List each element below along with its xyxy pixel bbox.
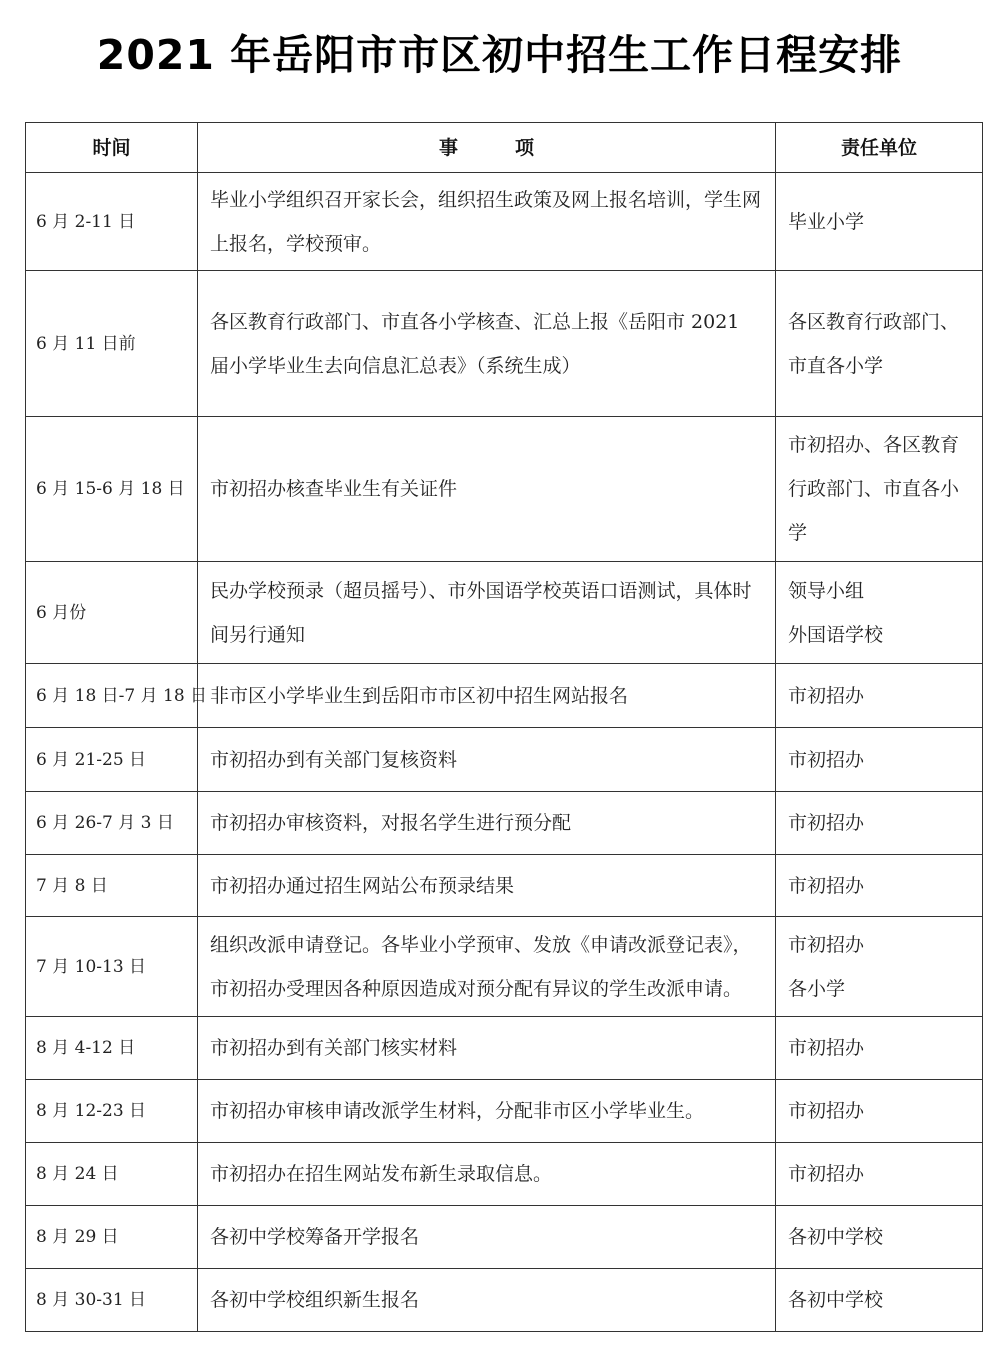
table-row	[26, 562, 983, 664]
table-row	[26, 1206, 983, 1269]
cell-unit: 毕业小学	[776, 173, 983, 271]
table-row	[26, 271, 983, 417]
header-item: 事 项	[198, 123, 776, 173]
table-row	[26, 728, 983, 792]
cell-item: 市初招办在招生网站发布新生录取信息。	[198, 1143, 776, 1206]
cell-item: 各初中学校筹备开学报名	[198, 1206, 776, 1269]
table-row	[26, 1269, 983, 1332]
page-title: 2021 年岳阳市市区初中招生工作日程安排	[96, 31, 903, 79]
cell-item: 民办学校预录（超员摇号）、市外国语学校英语口语测试，具体时间另行通知	[198, 562, 776, 664]
cell-unit: 市初招办	[776, 1143, 983, 1206]
cell-time: 6 月 21-25 日	[26, 728, 198, 792]
table-row	[26, 173, 983, 271]
cell-unit: 各初中学校	[776, 1206, 983, 1269]
cell-item: 市初招办通过招生网站公布预录结果	[198, 855, 776, 917]
cell-unit: 各区教育行政部门、市直各小学	[776, 271, 983, 417]
cell-unit: 市初招办 各小学	[776, 917, 983, 1017]
schedule-table	[25, 122, 983, 1332]
cell-time: 8 月 24 日	[26, 1143, 198, 1206]
cell-item: 毕业小学组织召开家长会，组织招生政策及网上报名培训，学生网上报名，学校预审。	[198, 173, 776, 271]
table-row	[26, 664, 983, 728]
cell-unit: 市初招办、各区教育行政部门、市直各小学	[776, 417, 983, 562]
cell-item: 市初招办审核资料，对报名学生进行预分配	[198, 792, 776, 855]
cell-unit: 市初招办	[776, 728, 983, 792]
table-row	[26, 792, 983, 855]
cell-unit: 市初招办	[776, 1080, 983, 1143]
cell-time: 8 月 4-12 日	[26, 1017, 198, 1080]
cell-item: 市初招办审核申请改派学生材料，分配非市区小学毕业生。	[198, 1080, 776, 1143]
cell-unit: 各初中学校	[776, 1269, 983, 1332]
table-row	[26, 917, 983, 1017]
cell-unit: 市初招办	[776, 664, 983, 728]
cell-item: 市初招办到有关部门复核资料	[198, 728, 776, 792]
cell-time: 6 月 15-6 月 18 日	[26, 417, 198, 562]
cell-time: 6 月份	[26, 562, 198, 664]
cell-item: 非市区小学毕业生到岳阳市市区初中招生网站报名	[198, 664, 776, 728]
cell-unit: 市初招办	[776, 1017, 983, 1080]
header-time: 时间	[26, 123, 198, 173]
table-row	[26, 1017, 983, 1080]
cell-unit: 领导小组 外国语学校	[776, 562, 983, 664]
cell-time: 7 月 10-13 日	[26, 917, 198, 1017]
cell-time: 6 月 11 日前	[26, 271, 198, 417]
cell-time: 8 月 30-31 日	[26, 1269, 198, 1332]
header-unit: 责任单位	[776, 123, 983, 173]
table-row	[26, 1143, 983, 1206]
cell-time: 8 月 12-23 日	[26, 1080, 198, 1143]
table-header-row	[26, 123, 983, 173]
cell-item: 市初招办到有关部门核实材料	[198, 1017, 776, 1080]
table-row	[26, 417, 983, 562]
cell-time: 7 月 8 日	[26, 855, 198, 917]
cell-time: 8 月 29 日	[26, 1206, 198, 1269]
cell-item: 各区教育行政部门、市直各小学核查、汇总上报《岳阳市 2021 届小学毕业生去向信息汇总表》（系统生成）	[198, 271, 776, 417]
table-row	[26, 855, 983, 917]
cell-unit: 市初招办	[776, 855, 983, 917]
cell-item: 各初中学校组织新生报名	[198, 1269, 776, 1332]
cell-time: 6 月 26-7 月 3 日	[26, 792, 198, 855]
cell-time: 6 月 18 日-7 月 18 日	[26, 664, 198, 728]
cell-unit: 市初招办	[776, 792, 983, 855]
table-row	[26, 1080, 983, 1143]
cell-time: 6 月 2-11 日	[26, 173, 198, 271]
cell-item: 组织改派申请登记。各毕业小学预审、发放《申请改派登记表》，市初招办受理因各种原因造成对预分配有异议的学生改派申请。	[198, 917, 776, 1017]
cell-item: 市初招办核查毕业生有关证件	[198, 417, 776, 562]
